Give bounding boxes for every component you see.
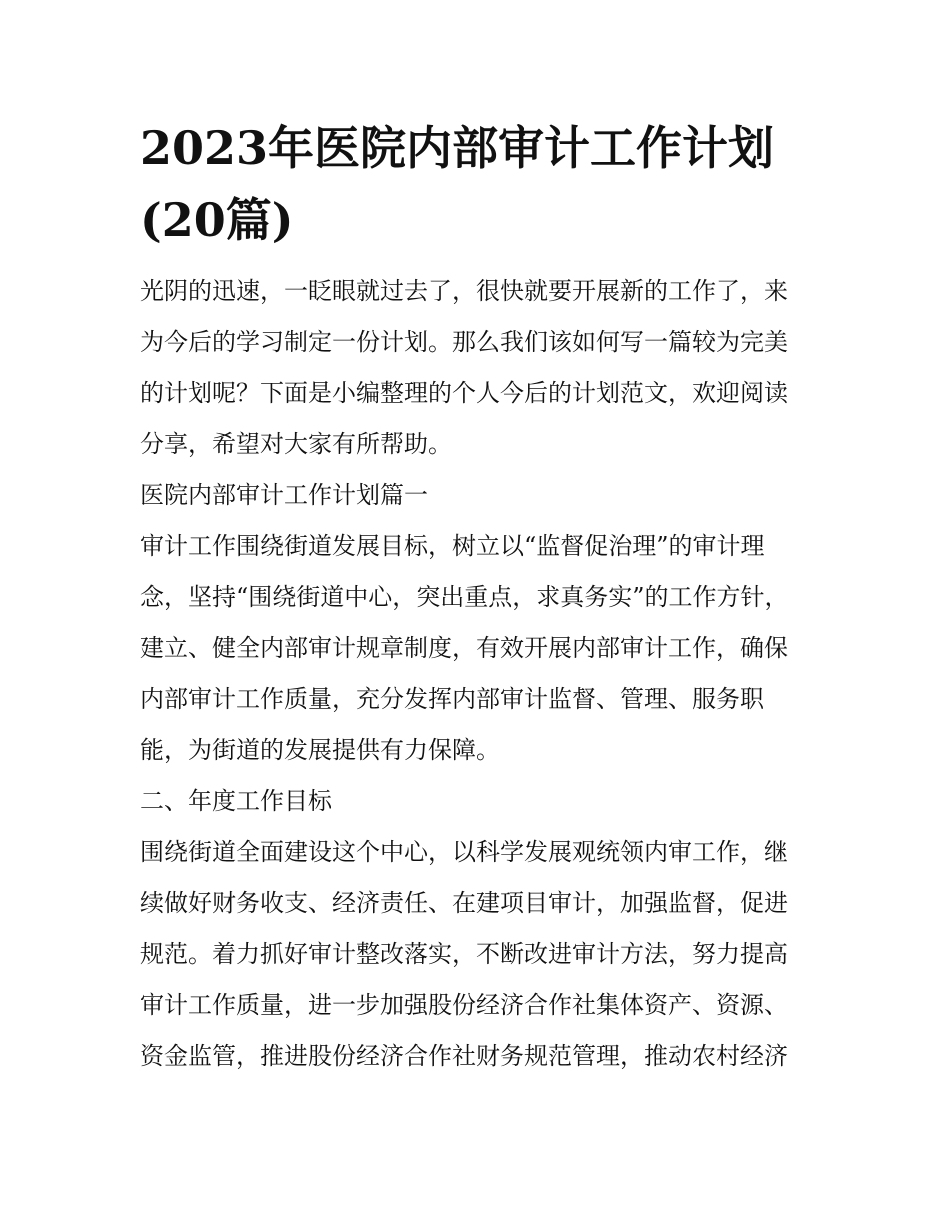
text-line: 光阴的迅速，一眨眼就过去了，很快就要开展新的工作了，来 [140,277,788,305]
text-line: 围绕街道全面建设这个中心，以科学发展观统领内审工作，继 [140,838,788,866]
title-line: (20篇) [140,193,294,247]
text-line: 规范。着力抓好审计整改落实，不断改进审计方法，努力提高 [140,940,788,968]
text-line: 为今后的学习制定一份计划。那么我们该如何写一篇较为完美 [140,328,788,356]
intro-paragraph [140,266,812,470]
document-title [140,112,812,256]
text-line: 念，坚持“围绕街道中心，突出重点，求真务实”的工作方针， [140,583,789,611]
text-line: 的计划呢？下面是小编整理的个人今后的计划范文，欢迎阅读 [140,379,788,407]
text-line: 审计工作质量，进一步加强股份经济合作社集体资产、资源、 [140,991,788,1019]
document-page [140,112,812,1082]
heading-line: 医院内部审计工作计划篇一 [140,481,428,509]
body-paragraph-1 [140,521,812,776]
text-line: 审计工作围绕街道发展目标，树立以“监督促治理”的审计理 [140,532,765,560]
text-line: 资金监管，推进股份经济合作社财务规范管理，推动农村经济 [140,1042,788,1070]
text-line: 分享，希望对大家有所帮助。 [140,430,452,458]
heading-line: 二、年度工作目标 [140,787,332,815]
section-heading [140,470,812,521]
text-line: 能，为街道的发展提供有力保障。 [140,736,500,764]
text-line: 续做好财务收支、经济责任、在建项目审计，加强监督，促进 [140,889,788,917]
title-line: 2023年医院内部审计工作计划 [140,121,775,175]
body-paragraph-2 [140,827,812,1082]
text-line: 建立、健全内部审计规章制度，有效开展内部审计工作，确保 [140,634,788,662]
subheading [140,776,812,827]
text-line: 内部审计工作质量，充分发挥内部审计监督、管理、服务职 [140,685,764,713]
